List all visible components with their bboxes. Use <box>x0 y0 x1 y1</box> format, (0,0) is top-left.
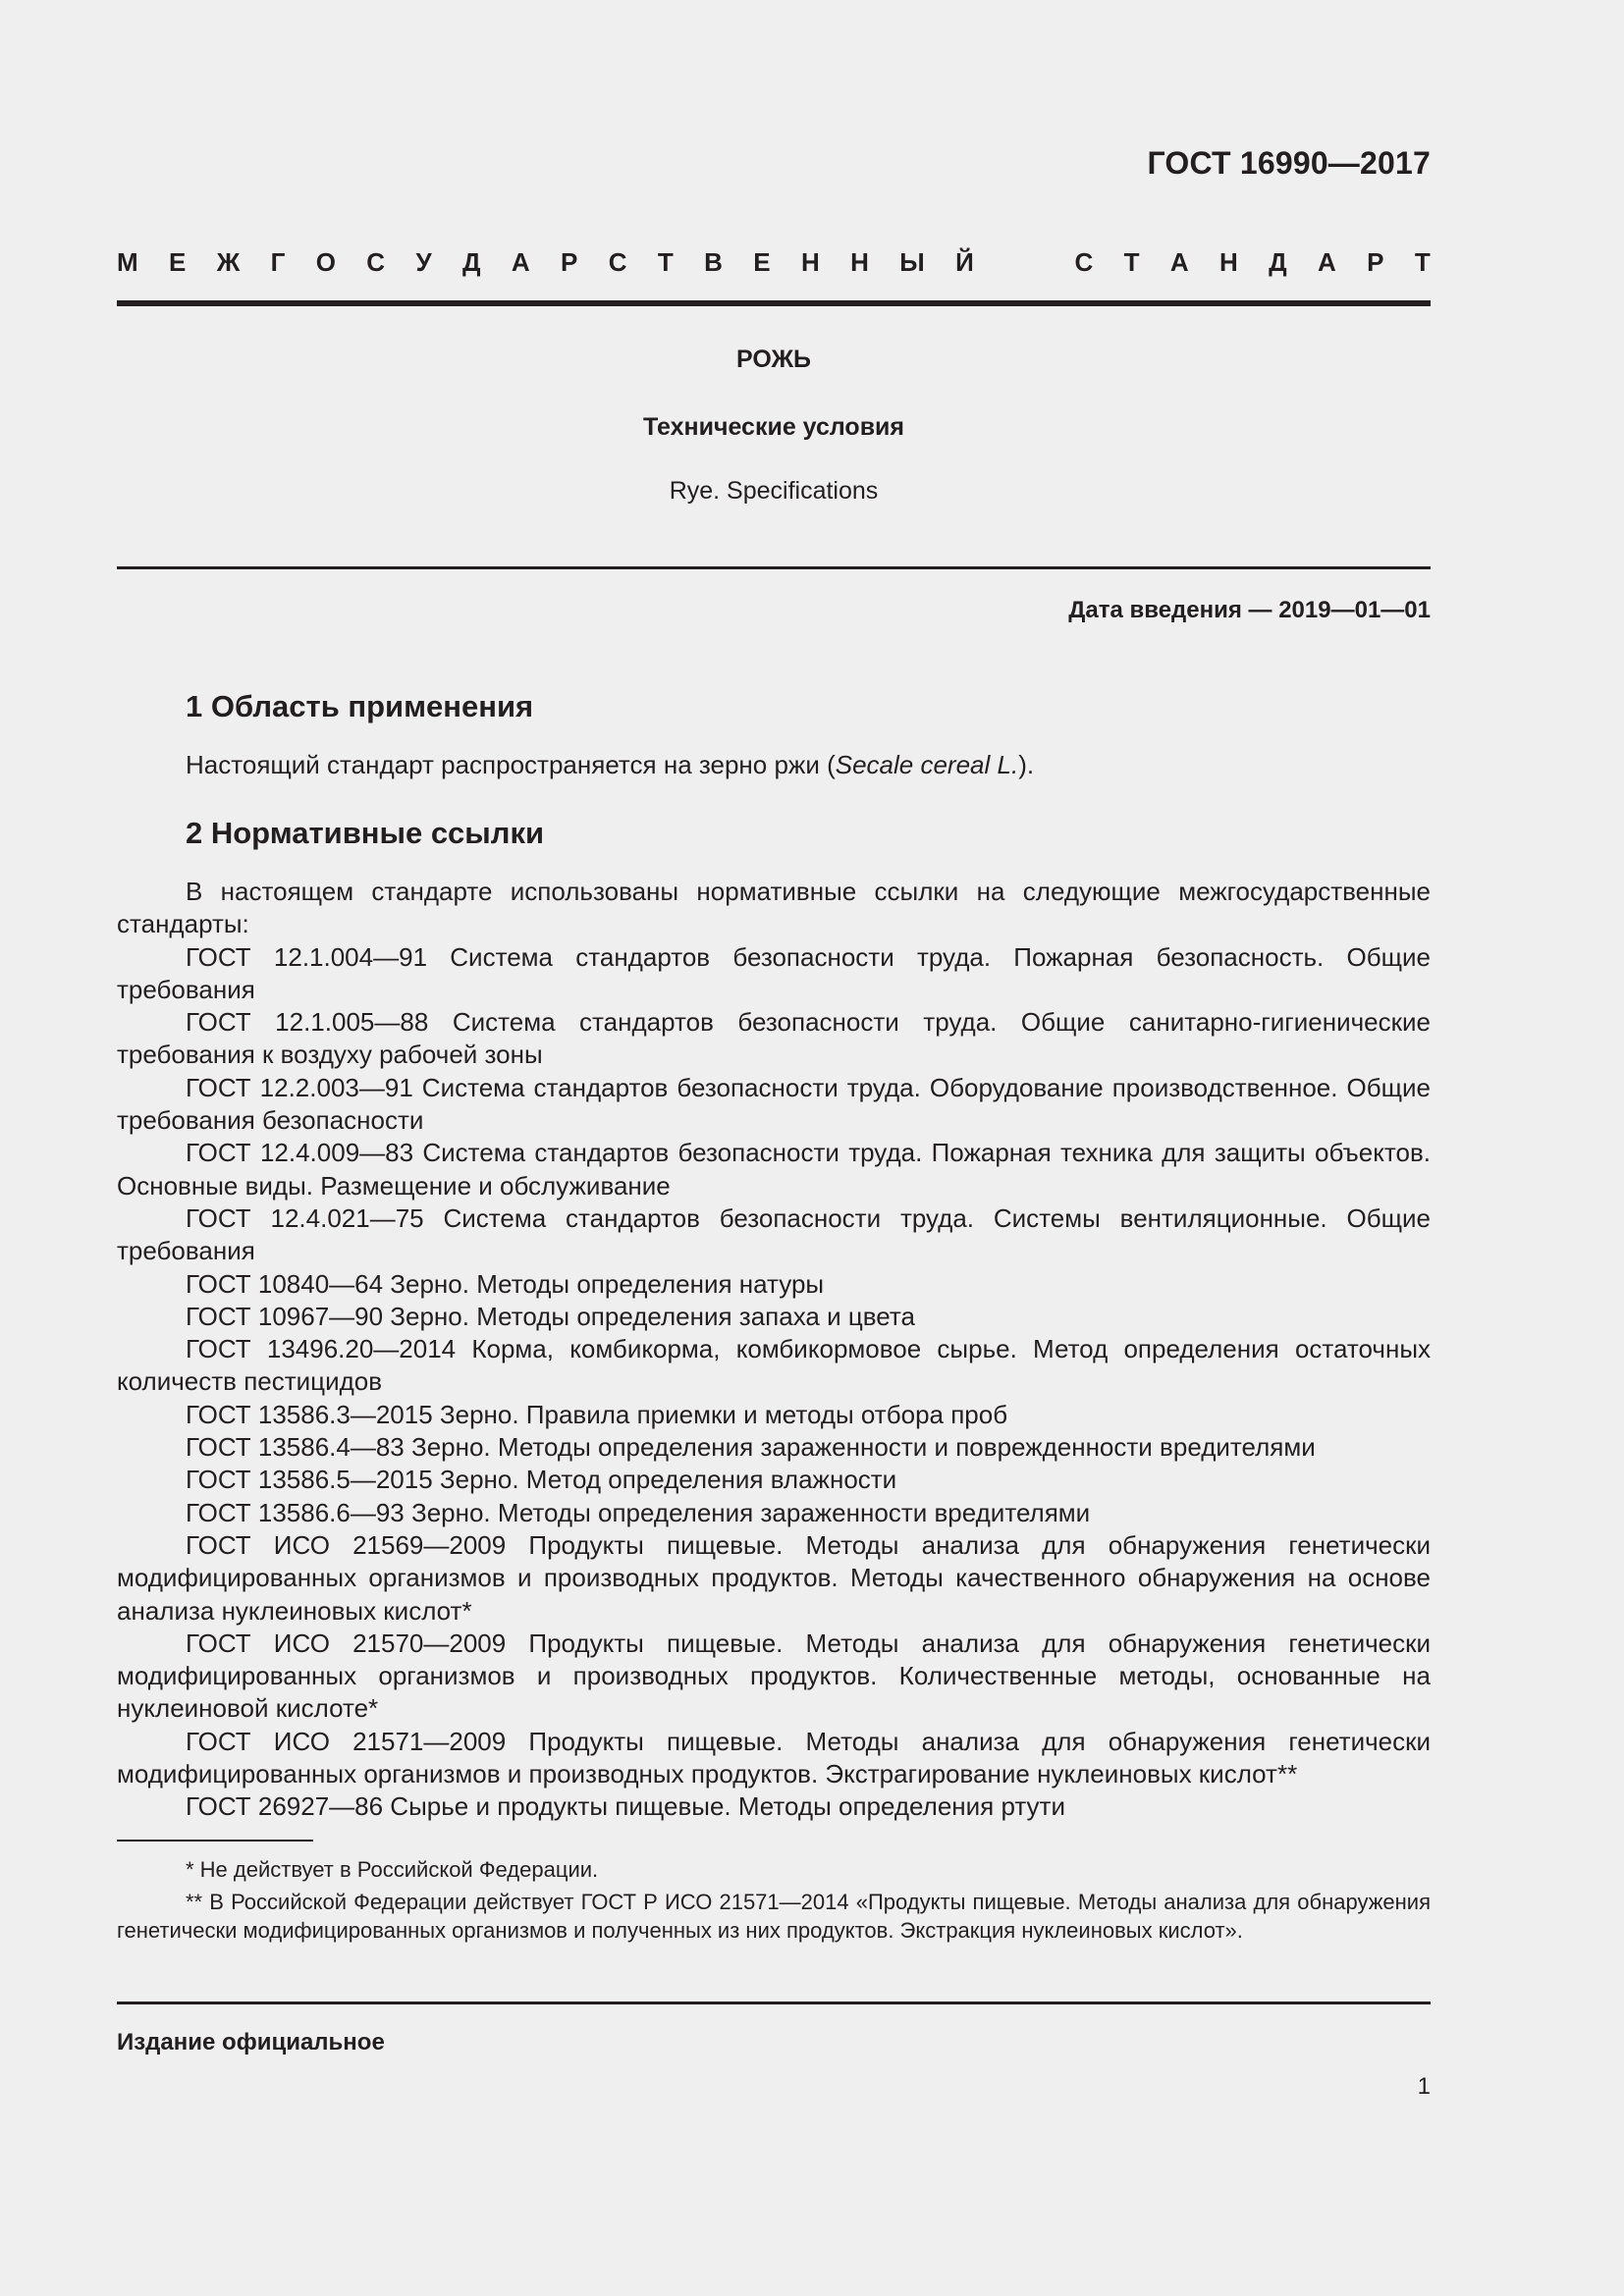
reference-paragraph: ГОСТ 12.4.021—75 Система стандартов безопасности труда. Системы вентиляционные. Общие требования <box>117 1202 1431 1266</box>
banner-letter: Г <box>270 247 286 277</box>
species-name: Secale cereal L. <box>835 750 1019 779</box>
reference-paragraph: ГОСТ 13586.3—2015 Зерно. Правила приемки и методы отбора проб <box>186 1399 1008 1429</box>
reference-paragraph: ГОСТ 10840—64 Зерно. Методы определения натуры <box>186 1268 825 1299</box>
reference-paragraph: ГОСТ 13586.4—83 Зерно. Методы определения зараженности и поврежденности вредителями <box>186 1432 1316 1463</box>
footer-divider <box>117 2002 1431 2004</box>
section-1-text-start: Настоящий стандарт распространяется на зерно ржи ( <box>186 750 836 779</box>
section-2-heading: 2 Нормативные ссылки <box>186 816 545 850</box>
standard-number: ГОСТ 16990—2017 <box>1147 145 1431 181</box>
title-divider <box>117 566 1431 569</box>
banner-letter: Р <box>1367 247 1384 277</box>
document-title: РОЖЬ <box>735 346 812 373</box>
section-1-heading: 1 Область применения <box>186 689 534 723</box>
banner-letter: Е <box>753 247 771 277</box>
reference-paragraph: ГОСТ 13586.6—93 Зерно. Методы определения зараженности вредителями <box>186 1497 1091 1527</box>
reference-paragraph: ГОСТ 12.2.003—91 Система стандартов безопасности труда. Оборудование производственное. Общие требования безопасности <box>117 1072 1431 1136</box>
banner-letter: О <box>315 247 336 277</box>
banner-letter: Е <box>169 247 187 277</box>
banner-letter: Р <box>561 247 578 277</box>
reference-paragraph: ГОСТ 26927—86 Сырье и продукты пищевые. Методы определения ртути <box>186 1791 1065 1822</box>
document-subtitle: Технические условия <box>642 413 905 441</box>
banner-letter: Н <box>1219 247 1238 277</box>
banner-letter: Д <box>461 247 481 277</box>
normative-references-list <box>117 876 1431 1824</box>
banner-letter: Т <box>657 247 674 277</box>
banner-letter: Н <box>800 247 820 277</box>
official-edition-label: Издание официальное <box>117 2029 385 2056</box>
banner-letter: С <box>366 247 386 277</box>
footnotes <box>117 1855 1431 1949</box>
banner-letter: Й <box>955 247 974 277</box>
banner-letter: В <box>704 247 723 277</box>
standard-type-banner <box>117 247 1431 278</box>
introduction-date: Дата введения — 2019—01—01 <box>1068 597 1431 623</box>
reference-paragraph: ГОСТ 13586.5—2015 Зерно. Метод определения влажности <box>186 1465 897 1495</box>
banner-letter: Ы <box>899 247 925 277</box>
banner-letter: С <box>1074 247 1094 277</box>
banner-letter: С <box>608 247 627 277</box>
banner-letter: А <box>511 247 530 277</box>
reference-paragraph: ГОСТ ИСО 21571—2009 Продукты пищевые. Методы анализа для обнаружения генетически модифицированных организмов и производных продуктов. Экстрагирование нуклеиновых кислот** <box>117 1726 1431 1789</box>
banner-letter: Т <box>1123 247 1140 277</box>
footnote-item: * Не действует в Российской Федерации. <box>186 1857 599 1882</box>
page-number: 1 <box>1417 2073 1431 2100</box>
reference-paragraph: В настоящем стандарте использованы нормативные ссылки на следующие межгосударственные стандарты: <box>117 877 1431 939</box>
reference-paragraph: ГОСТ 12.4.009—83 Система стандартов безопасности труда. Пожарная техника для защиты объектов. Основные виды. Размещение и обслуживание <box>117 1138 1431 1201</box>
reference-paragraph: ГОСТ 12.1.004—91 Система стандартов безопасности труда. Пожарная безопасность. Общие требования <box>117 941 1431 1004</box>
reference-paragraph: ГОСТ 13496.20—2014 Корма, комбикорма, комбикормовое сырье. Метод определения остаточных количеств пестицидов <box>117 1334 1431 1397</box>
footnote-divider <box>117 1840 313 1842</box>
banner-letter: А <box>1169 247 1189 277</box>
section-1-text <box>186 750 1034 780</box>
header-divider <box>117 300 1431 306</box>
reference-paragraph: ГОСТ ИСО 21569—2009 Продукты пищевые. Методы анализа для обнаружения генетически модифицированных организмов и производных продуктов. Методы качественного обнаружения на основе анализа нуклеиновых кислот* <box>117 1529 1431 1626</box>
banner-word-gap <box>1004 247 1044 278</box>
english-title: Rye. Specifications <box>669 477 879 505</box>
banner-letter: У <box>415 247 432 277</box>
banner-letter: А <box>1318 247 1336 277</box>
banner-letter: Т <box>1414 247 1431 277</box>
banner-letter: Н <box>850 247 869 277</box>
footnote-item: ** В Российской Федерации действует ГОСТ Р ИСО 21571—2014 «Продукты пищевые. Методы анализа для обнаружения генетически модифицированных организмов и полученных из них продуктов. Экстракция нуклеиновых кислот». <box>117 1890 1431 1943</box>
banner-letter: М <box>117 247 138 277</box>
reference-paragraph: ГОСТ ИСО 21570—2009 Продукты пищевые. Методы анализа для обнаружения генетически модифицированных организмов и производных продуктов. Количественные методы, основанные на нуклеиновой кислоте* <box>117 1628 1431 1724</box>
reference-paragraph: ГОСТ 12.1.005—88 Система стандартов безопасности труда. Общие санитарно-гигиенические требования к воздуху рабочей зоны <box>117 1007 1431 1070</box>
section-1-text-end: ). <box>1018 750 1035 779</box>
reference-paragraph: ГОСТ 10967—90 Зерно. Методы определения запаха и цвета <box>186 1301 915 1331</box>
banner-letter: Д <box>1269 247 1287 277</box>
banner-letter: Ж <box>216 247 241 277</box>
